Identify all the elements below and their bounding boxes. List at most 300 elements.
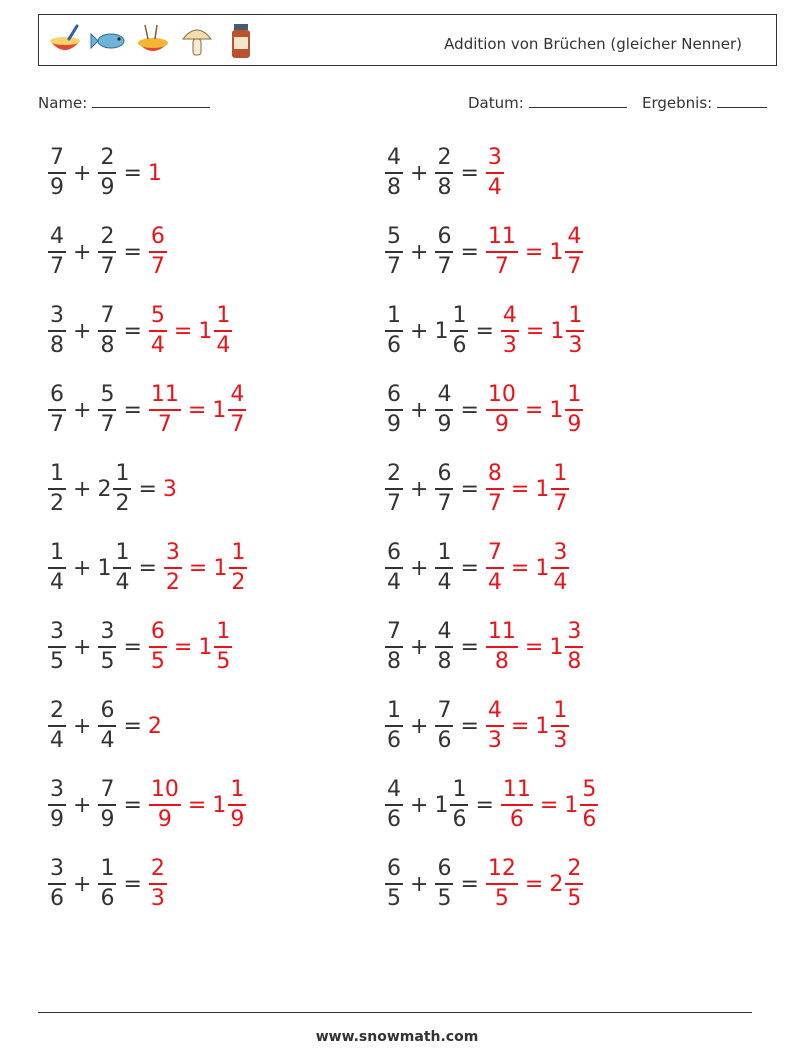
answer bbox=[182, 384, 247, 436]
fraction bbox=[98, 779, 116, 831]
fraction-bar bbox=[486, 567, 504, 569]
worksheet-header bbox=[38, 14, 777, 66]
denominator: 9 bbox=[100, 174, 115, 200]
numerator: 4 bbox=[437, 619, 452, 645]
equals-sign: = bbox=[138, 555, 157, 581]
fraction-bar bbox=[385, 330, 403, 332]
problem bbox=[47, 617, 233, 677]
fraction bbox=[435, 858, 453, 910]
fraction bbox=[98, 384, 116, 436]
denominator: 9 bbox=[387, 411, 401, 437]
fraction bbox=[565, 384, 583, 436]
fraction-bar bbox=[48, 330, 66, 332]
fraction-bar bbox=[501, 330, 519, 332]
denominator: 9 bbox=[50, 806, 64, 832]
numerator: 3 bbox=[165, 540, 180, 566]
fraction-bar bbox=[164, 567, 182, 569]
whole-number: 1 bbox=[549, 634, 564, 660]
answer bbox=[500, 305, 520, 357]
fraction bbox=[48, 305, 66, 357]
fraction bbox=[48, 779, 66, 831]
fraction bbox=[149, 779, 181, 831]
denominator: 4 bbox=[387, 569, 401, 595]
plus-sign: + bbox=[410, 713, 429, 739]
fraction bbox=[501, 779, 533, 831]
numerator: 11 bbox=[502, 777, 531, 803]
problem bbox=[47, 538, 248, 598]
whole-number: 2 bbox=[147, 713, 162, 739]
denominator: 5 bbox=[494, 885, 509, 911]
numerator: 4 bbox=[50, 224, 64, 250]
fraction-bar bbox=[48, 646, 66, 648]
answer-equals-sign: = bbox=[525, 318, 545, 344]
denominator: 4 bbox=[115, 569, 130, 595]
problem bbox=[384, 696, 570, 756]
fraction-bar bbox=[435, 883, 453, 885]
plus-sign: + bbox=[73, 239, 92, 265]
numerator: 4 bbox=[437, 382, 452, 408]
denominator: 4 bbox=[216, 332, 231, 358]
fraction bbox=[113, 463, 131, 515]
answer bbox=[505, 542, 570, 594]
equals-sign: = bbox=[475, 792, 494, 818]
date-field[interactable] bbox=[468, 93, 627, 112]
numerator: 12 bbox=[487, 856, 516, 882]
answer-equals-sign: = bbox=[524, 871, 544, 897]
denominator: 7 bbox=[567, 253, 582, 279]
problem bbox=[384, 143, 505, 203]
denominator: 4 bbox=[100, 727, 115, 753]
numerator: 3 bbox=[50, 619, 64, 645]
plus-sign: + bbox=[73, 318, 92, 344]
plus-sign: + bbox=[410, 792, 429, 818]
fraction bbox=[228, 384, 246, 436]
fraction bbox=[501, 305, 519, 357]
rice-bowl-icon bbox=[45, 21, 85, 61]
denominator: 6 bbox=[582, 806, 597, 832]
numerator: 6 bbox=[387, 856, 401, 882]
whole-number: 1 bbox=[535, 555, 550, 581]
answer bbox=[148, 621, 168, 673]
denominator: 7 bbox=[50, 253, 64, 279]
answer-equals-sign: = bbox=[187, 397, 207, 423]
fraction-bar bbox=[228, 409, 246, 411]
numerator: 4 bbox=[387, 777, 401, 803]
problem bbox=[47, 696, 163, 756]
fraction-bar bbox=[385, 804, 403, 806]
denominator: 5 bbox=[100, 648, 115, 674]
fraction bbox=[48, 147, 66, 199]
denominator: 2 bbox=[231, 569, 246, 595]
denominator: 7 bbox=[437, 253, 452, 279]
noodle-bowl-icon bbox=[133, 21, 173, 61]
answer bbox=[519, 621, 584, 673]
denominator: 9 bbox=[567, 411, 582, 437]
equals-sign: = bbox=[460, 713, 479, 739]
fraction bbox=[435, 147, 453, 199]
denominator: 3 bbox=[150, 885, 165, 911]
problem bbox=[384, 380, 584, 440]
answer bbox=[485, 226, 519, 278]
equals-sign: = bbox=[460, 634, 479, 660]
numerator: 6 bbox=[100, 698, 115, 724]
whole-number: 1 bbox=[564, 792, 579, 818]
denominator: 8 bbox=[50, 332, 64, 358]
plus-sign: + bbox=[410, 397, 429, 423]
fraction-bar bbox=[98, 251, 116, 253]
numerator: 4 bbox=[502, 303, 517, 329]
fraction-bar bbox=[435, 488, 453, 490]
numerator: 5 bbox=[387, 224, 401, 250]
whole-number: 2 bbox=[549, 871, 564, 897]
answer bbox=[520, 305, 585, 357]
fraction bbox=[385, 147, 403, 199]
fraction bbox=[450, 779, 468, 831]
denominator: 4 bbox=[150, 332, 165, 358]
whole-number: 2 bbox=[97, 476, 112, 502]
plus-sign: + bbox=[73, 871, 92, 897]
denominator: 8 bbox=[437, 174, 452, 200]
fraction bbox=[214, 621, 232, 673]
fraction-bar bbox=[551, 488, 569, 490]
numerator: 2 bbox=[100, 145, 115, 171]
numerator: 7 bbox=[487, 540, 502, 566]
fraction bbox=[385, 700, 403, 752]
footer-divider bbox=[38, 1012, 752, 1013]
fraction-bar bbox=[385, 567, 403, 569]
numerator: 2 bbox=[387, 461, 401, 487]
numerator: 5 bbox=[150, 303, 165, 329]
answer bbox=[505, 463, 570, 515]
answer bbox=[485, 621, 519, 673]
fraction-bar bbox=[435, 251, 453, 253]
fraction bbox=[48, 384, 66, 436]
answer bbox=[505, 700, 570, 752]
answer-equals-sign: = bbox=[173, 318, 193, 344]
denominator: 6 bbox=[509, 806, 524, 832]
name-field[interactable] bbox=[38, 93, 210, 112]
plus-sign: + bbox=[73, 792, 92, 818]
answer-equals-sign: = bbox=[524, 634, 544, 660]
date-label: Datum: bbox=[468, 94, 524, 112]
numerator: 2 bbox=[50, 698, 64, 724]
fraction-bar bbox=[149, 409, 181, 411]
numerator: 3 bbox=[50, 856, 64, 882]
fraction-bar bbox=[565, 409, 583, 411]
numerator: 10 bbox=[150, 777, 179, 803]
answer-equals-sign: = bbox=[188, 555, 208, 581]
fraction-bar bbox=[486, 488, 504, 490]
fraction-bar bbox=[551, 567, 569, 569]
denominator: 5 bbox=[387, 885, 401, 911]
numerator: 1 bbox=[452, 303, 467, 329]
denominator: 6 bbox=[100, 885, 115, 911]
denominator: 7 bbox=[230, 411, 245, 437]
fraction-bar bbox=[486, 172, 504, 174]
fraction bbox=[113, 542, 131, 594]
denominator: 9 bbox=[494, 411, 509, 437]
denominator: 8 bbox=[100, 332, 115, 358]
problem bbox=[47, 459, 178, 519]
numerator: 7 bbox=[437, 698, 452, 724]
answer bbox=[148, 305, 168, 357]
denominator: 8 bbox=[437, 648, 452, 674]
equals-sign: = bbox=[123, 713, 142, 739]
equals-sign: = bbox=[138, 476, 157, 502]
equals-sign: = bbox=[123, 239, 142, 265]
denominator: 7 bbox=[387, 253, 401, 279]
denominator: 6 bbox=[387, 806, 401, 832]
fraction bbox=[565, 858, 583, 910]
answer-equals-sign: = bbox=[539, 792, 559, 818]
answer bbox=[163, 542, 183, 594]
denominator: 5 bbox=[150, 648, 165, 674]
denominator: 3 bbox=[487, 727, 502, 753]
name-line[interactable] bbox=[92, 93, 210, 108]
fraction-bar bbox=[435, 172, 453, 174]
numerator: 4 bbox=[387, 145, 401, 171]
answer bbox=[500, 779, 534, 831]
numerator: 1 bbox=[100, 856, 115, 882]
equals-sign: = bbox=[460, 397, 479, 423]
denominator: 8 bbox=[567, 648, 582, 674]
numerator: 6 bbox=[387, 540, 401, 566]
problem bbox=[384, 222, 584, 282]
answer-equals-sign: = bbox=[510, 713, 530, 739]
fraction bbox=[149, 384, 181, 436]
fraction bbox=[565, 621, 583, 673]
denominator: 4 bbox=[487, 174, 502, 200]
whole-number: 1 bbox=[198, 634, 213, 660]
numerator: 3 bbox=[100, 619, 115, 645]
answer-equals-sign: = bbox=[187, 792, 207, 818]
fraction-bar bbox=[385, 251, 403, 253]
fraction bbox=[450, 305, 468, 357]
denominator: 4 bbox=[437, 569, 452, 595]
fraction bbox=[48, 542, 66, 594]
result-field[interactable] bbox=[642, 93, 767, 112]
answer-equals-sign: = bbox=[524, 239, 544, 265]
fraction-bar bbox=[501, 804, 533, 806]
problem bbox=[384, 617, 584, 677]
fraction-bar bbox=[450, 804, 468, 806]
whole-number: 1 bbox=[198, 318, 213, 344]
problem bbox=[384, 854, 584, 914]
numerator: 7 bbox=[100, 303, 115, 329]
numerator: 7 bbox=[387, 619, 401, 645]
fraction-bar bbox=[149, 804, 181, 806]
fraction bbox=[98, 226, 116, 278]
fraction-bar bbox=[113, 567, 131, 569]
denominator: 6 bbox=[50, 885, 64, 911]
denominator: 4 bbox=[50, 727, 64, 753]
denominator: 7 bbox=[100, 411, 115, 437]
answer bbox=[183, 542, 248, 594]
fraction bbox=[48, 463, 66, 515]
fraction-bar bbox=[385, 172, 403, 174]
numerator: 1 bbox=[553, 698, 568, 724]
fraction bbox=[385, 305, 403, 357]
answer bbox=[148, 858, 168, 910]
whole-number: 1 bbox=[213, 555, 228, 581]
problem bbox=[384, 538, 570, 598]
answer bbox=[519, 384, 584, 436]
numerator: 4 bbox=[567, 224, 582, 250]
numerator: 1 bbox=[115, 461, 130, 487]
fraction bbox=[385, 779, 403, 831]
problem bbox=[47, 143, 163, 203]
equals-sign: = bbox=[123, 397, 142, 423]
fraction bbox=[149, 621, 167, 673]
plus-sign: + bbox=[410, 871, 429, 897]
answer bbox=[148, 226, 168, 278]
numerator: 1 bbox=[437, 540, 452, 566]
fraction-bar bbox=[486, 251, 518, 253]
answer bbox=[168, 621, 233, 673]
denominator: 7 bbox=[50, 411, 64, 437]
denominator: 4 bbox=[50, 569, 64, 595]
fraction-bar bbox=[486, 646, 518, 648]
whole-number: 1 bbox=[97, 555, 112, 581]
fraction-bar bbox=[486, 883, 518, 885]
whole-number: 1 bbox=[535, 713, 550, 739]
fraction bbox=[229, 542, 247, 594]
fraction-bar bbox=[228, 804, 246, 806]
denominator: 7 bbox=[387, 490, 401, 516]
fraction-bar bbox=[435, 725, 453, 727]
fraction-bar bbox=[385, 409, 403, 411]
fraction bbox=[385, 384, 403, 436]
fraction bbox=[486, 700, 504, 752]
numerator: 1 bbox=[387, 698, 401, 724]
whole-number: 1 bbox=[535, 476, 550, 502]
fraction bbox=[486, 542, 504, 594]
denominator: 7 bbox=[157, 411, 172, 437]
fraction-bar bbox=[214, 330, 232, 332]
equals-sign: = bbox=[460, 476, 479, 502]
fraction-bar bbox=[385, 883, 403, 885]
fraction-bar bbox=[48, 725, 66, 727]
fraction-bar bbox=[214, 646, 232, 648]
fraction bbox=[48, 700, 66, 752]
numerator: 1 bbox=[50, 540, 64, 566]
denominator: 9 bbox=[157, 806, 172, 832]
denominator: 9 bbox=[100, 806, 115, 832]
numerator: 3 bbox=[50, 777, 64, 803]
fraction bbox=[551, 463, 569, 515]
fraction bbox=[435, 621, 453, 673]
answer bbox=[148, 161, 163, 186]
fraction bbox=[48, 858, 66, 910]
fraction-bar bbox=[98, 646, 116, 648]
problem bbox=[384, 301, 585, 361]
header-icons bbox=[45, 21, 261, 61]
fraction-bar bbox=[149, 646, 167, 648]
numerator: 8 bbox=[487, 461, 502, 487]
plus-sign: + bbox=[73, 160, 92, 186]
fraction-bar bbox=[98, 409, 116, 411]
denominator: 6 bbox=[387, 332, 401, 358]
fraction-bar bbox=[566, 330, 584, 332]
fraction-bar bbox=[486, 725, 504, 727]
numerator: 1 bbox=[216, 619, 231, 645]
problem bbox=[384, 775, 599, 835]
fraction bbox=[435, 384, 453, 436]
answer-equals-sign: = bbox=[173, 634, 193, 660]
numerator: 1 bbox=[568, 303, 583, 329]
denominator: 7 bbox=[100, 253, 115, 279]
fraction-bar bbox=[435, 567, 453, 569]
answer-equals-sign: = bbox=[510, 476, 530, 502]
fraction bbox=[98, 700, 116, 752]
fraction bbox=[435, 226, 453, 278]
fraction bbox=[98, 147, 116, 199]
numerator: 3 bbox=[567, 619, 582, 645]
equals-sign: = bbox=[460, 871, 479, 897]
equals-sign: = bbox=[460, 239, 479, 265]
answer bbox=[485, 858, 519, 910]
fraction-bar bbox=[48, 409, 66, 411]
fraction bbox=[565, 226, 583, 278]
whole-number: 1 bbox=[212, 397, 227, 423]
denominator: 5 bbox=[437, 885, 452, 911]
fraction bbox=[228, 779, 246, 831]
fraction-bar bbox=[98, 804, 116, 806]
fraction bbox=[486, 621, 518, 673]
denominator: 5 bbox=[216, 648, 231, 674]
spice-jar-icon bbox=[221, 21, 261, 61]
equals-sign: = bbox=[123, 160, 142, 186]
answer bbox=[519, 226, 584, 278]
numerator: 4 bbox=[487, 698, 502, 724]
numerator: 6 bbox=[150, 619, 165, 645]
whole-number: 1 bbox=[550, 318, 565, 344]
numerator: 2 bbox=[437, 145, 452, 171]
problem bbox=[47, 222, 168, 282]
answer bbox=[519, 858, 584, 910]
fraction bbox=[385, 858, 403, 910]
numerator: 1 bbox=[216, 303, 231, 329]
fraction-bar bbox=[565, 883, 583, 885]
whole-number: 1 bbox=[212, 792, 227, 818]
date-line[interactable] bbox=[529, 93, 627, 108]
numerator: 7 bbox=[50, 145, 64, 171]
equals-sign: = bbox=[123, 871, 142, 897]
problem bbox=[384, 459, 570, 519]
numerator: 6 bbox=[50, 382, 64, 408]
denominator: 2 bbox=[165, 569, 180, 595]
fraction bbox=[486, 384, 518, 436]
fraction-bar bbox=[565, 251, 583, 253]
plus-sign: + bbox=[410, 476, 429, 502]
fraction bbox=[435, 542, 453, 594]
result-line[interactable] bbox=[717, 93, 767, 108]
fish-icon bbox=[89, 21, 129, 61]
numerator: 1 bbox=[50, 461, 64, 487]
fraction-bar bbox=[149, 883, 167, 885]
problem bbox=[47, 775, 247, 835]
plus-sign: + bbox=[73, 397, 92, 423]
fraction-bar bbox=[385, 646, 403, 648]
problem bbox=[47, 301, 233, 361]
mushroom-icon bbox=[177, 21, 217, 61]
numerator: 7 bbox=[100, 777, 115, 803]
numerator: 6 bbox=[437, 856, 452, 882]
whole-number: 1 bbox=[434, 318, 449, 344]
fraction-bar bbox=[385, 725, 403, 727]
denominator: 4 bbox=[487, 569, 502, 595]
equals-sign: = bbox=[460, 555, 479, 581]
